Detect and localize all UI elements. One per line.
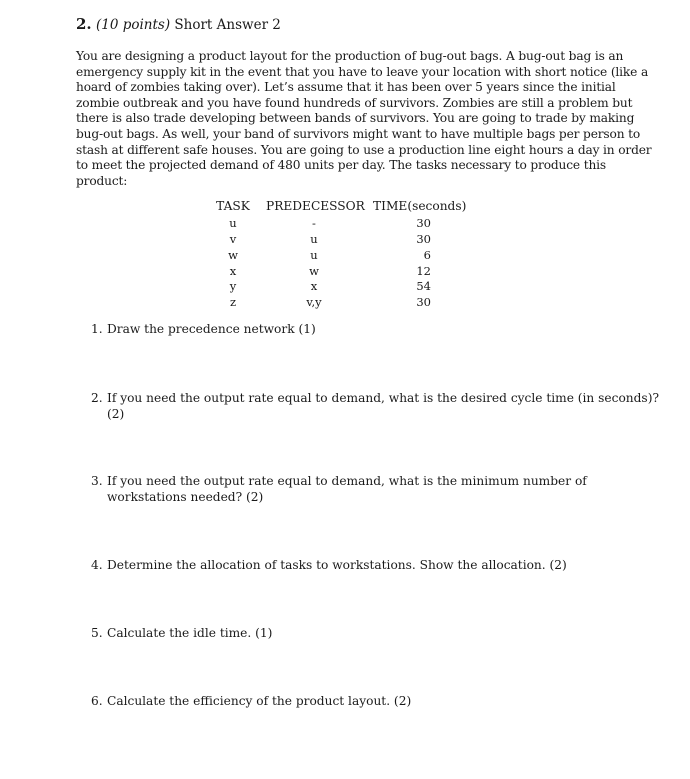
question-1 (91, 321, 316, 337)
table-row (213, 294, 463, 310)
table-row (213, 231, 463, 247)
statement-line: emergency supply kit in the event that you have to leave your location with short notice (like a (76, 64, 649, 79)
task-cell: x (229, 263, 237, 278)
statement-line: there is also trade developing between bands of survivors. You are going to trade by making (76, 111, 635, 126)
question-number: 1. (91, 322, 103, 336)
question-text: Determine the allocation of tasks to workstations. Show the allocation. (2) (107, 558, 567, 572)
question-text: Draw the precedence network (1) (107, 322, 316, 336)
question-number: 5. (91, 626, 103, 640)
time-cell: 30 (416, 231, 431, 246)
question-text: Calculate the idle time. (1) (107, 626, 273, 640)
question-number: 3. (91, 474, 103, 488)
table-row (213, 247, 463, 263)
header-time: TIME(seconds) (373, 199, 467, 213)
statement-line: bug-out bags. As well, your band of survivors might want to have multiple bags per person to (76, 126, 641, 141)
table-row (213, 278, 463, 294)
problem-points: (10 points) (95, 17, 171, 33)
table-row (213, 215, 463, 231)
question-6 (91, 693, 411, 709)
time-cell: 12 (416, 263, 431, 278)
question-4 (91, 557, 567, 573)
task-table-header (213, 199, 467, 215)
problem-number: 2. (76, 15, 92, 33)
task-cell: y (229, 279, 237, 294)
time-cell: 6 (423, 247, 431, 262)
header-task: TASK (216, 199, 250, 213)
task-table-body (213, 215, 463, 310)
predecessor-cell: x (310, 279, 318, 294)
question-text: If you need the output rate equal to demand, what is the desired cycle time (in seconds)? (107, 391, 659, 405)
predecessor-cell: w (309, 263, 319, 278)
statement-line: You are designing a product layout for the production of bug-out bags. A bug-out bag is an (76, 49, 624, 63)
question-number: 4. (91, 558, 103, 572)
statement-line: to meet the projected demand of 480 units per day. The tasks necessary to produce this (76, 158, 606, 173)
task-cell: z (229, 295, 237, 310)
predecessor-cell: u (310, 247, 318, 262)
predecessor-cell: v,y (306, 295, 322, 310)
task-table (213, 199, 467, 310)
question-3 (91, 473, 587, 505)
task-cell: v (229, 231, 237, 246)
table-row (213, 263, 463, 279)
question-text: Calculate the efficiency of the product layout. (2) (107, 694, 412, 708)
predecessor-cell: u (310, 231, 318, 246)
predecessor-cell: - (312, 215, 316, 230)
problem-heading (76, 15, 281, 33)
question-text: If you need the output rate equal to demand, what is the minimum number of (107, 474, 587, 488)
time-cell: 30 (416, 295, 431, 310)
question-number: 2. (91, 391, 103, 405)
statement-line: zombie outbreak and you have found hundreds of survivors. Zombies are still a problem but (76, 95, 633, 110)
statement-line: stash at different safe houses. You are going to use a production line eight hours a day in order (76, 142, 652, 157)
question-5 (91, 625, 272, 641)
question-text-cont: workstations needed? (2) (107, 490, 264, 504)
statement-line: hoard of zombies taking over). Let’s assume that it has been over 5 years since the initial (76, 80, 616, 95)
header-predecessor: PREDECESSOR (266, 199, 365, 213)
time-cell: 30 (416, 215, 431, 230)
question-2 (91, 390, 659, 422)
statement-line: product: (76, 173, 128, 188)
problem-title: Short Answer 2 (174, 17, 281, 33)
task-cell: u (229, 215, 237, 230)
question-number: 6. (91, 694, 103, 708)
task-cell: w (228, 247, 238, 262)
problem-statement (76, 49, 652, 189)
time-cell: 54 (416, 279, 431, 294)
question-text-cont: (2) (107, 407, 125, 421)
